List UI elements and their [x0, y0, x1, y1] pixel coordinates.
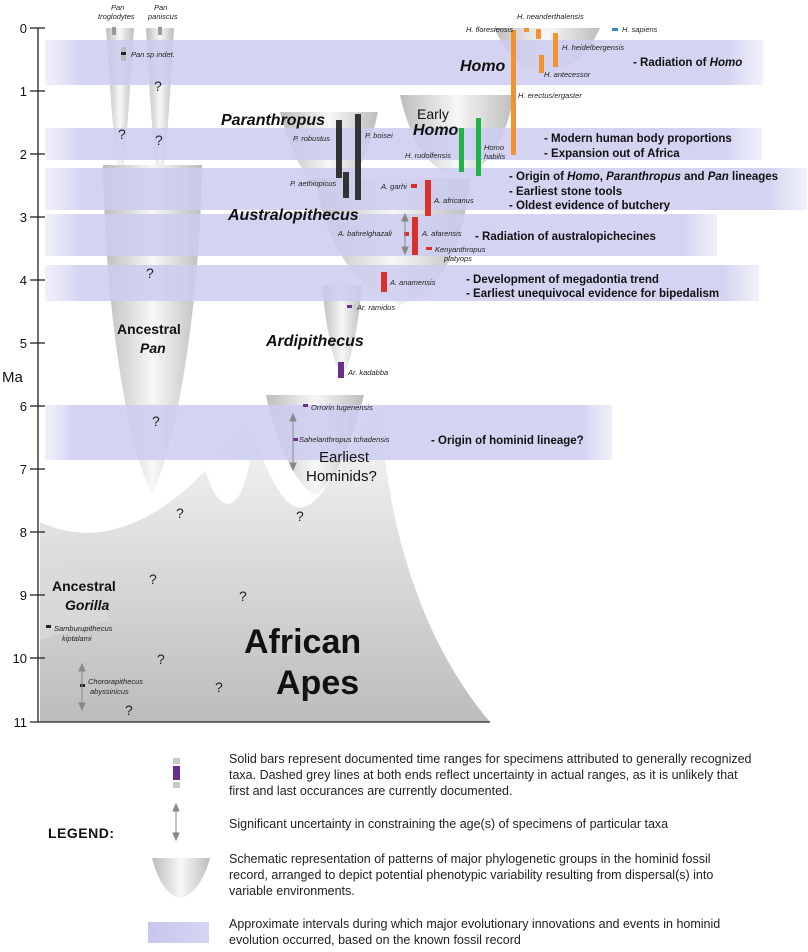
taxon-label-h-rudolfensis: H. rudolfensis	[405, 151, 451, 160]
taxon-label-p-boisei: P. boisei	[365, 131, 393, 140]
bar-h-neanderthalensis	[536, 29, 541, 39]
axis-tick-6: 6	[19, 399, 27, 414]
event-megadontia: - Development of megadontia trend	[466, 274, 659, 286]
legend-text-bars: Solid bars represent documented time ranges for specimens attributed to generally recognized taxa. Dashed grey lines at both ends reflect uncertainty in actual ranges, as it is unlikely that first and last occurances are currently documented.	[229, 752, 752, 798]
event-hominid-lineage: - Origin of hominid lineage?	[431, 435, 584, 447]
bar-pan-paniscus	[158, 27, 162, 35]
axis-tick-0: 0	[19, 21, 27, 36]
legend-symbol-band	[148, 922, 209, 943]
event-bipedalism: - Earliest unequivocal evidence for bipedalism	[466, 288, 720, 300]
group-label-gorilla: Gorilla	[65, 597, 110, 613]
bar-kenyanthropus	[426, 247, 432, 250]
event-stone-tools: - Earliest stone tools	[509, 186, 623, 198]
taxon-label-samburupithecus-2: kiptalami	[62, 634, 92, 643]
taxon-label-ar-kadabba: Ar. kadabba	[348, 368, 389, 377]
bar-h-floresiensis	[524, 28, 529, 32]
group-label-ardipithecus: Ardipithecus	[266, 333, 364, 350]
question-mark: ?	[152, 413, 160, 429]
taxon-label-chororapithecus-2: abyssinicus	[90, 687, 129, 696]
taxon-label-a-anamensis: A. anamensis	[390, 278, 436, 287]
question-mark: ?	[176, 505, 184, 521]
group-label-apes: Apes	[276, 664, 360, 702]
axis-tick-7: 7	[19, 462, 27, 477]
taxon-label-h-sapiens: H. sapiens	[622, 25, 658, 34]
axis-tick-11: 11	[13, 715, 27, 730]
group-label-hominids: Hominids?	[306, 468, 377, 485]
legend-text-arrows: Significant uncertainty in constraining the age(s) of specimens of particular taxa	[229, 817, 669, 831]
legend-title: LEGEND:	[48, 825, 115, 841]
bar-h-sapiens	[612, 28, 618, 31]
group-label-homo: Homo	[460, 58, 506, 75]
bar-a-anamensis	[381, 272, 387, 292]
taxon-label-pan-troglodytes-1: Pan	[111, 3, 125, 12]
bar-h-heidelbergensis	[553, 33, 558, 67]
taxon-label-h-heidelbergensis: H. heidelbergensis	[562, 43, 625, 52]
axis-label: Ma	[2, 369, 23, 386]
taxon-label-a-afarensis: A. afarensis	[422, 229, 462, 238]
question-mark: ?	[118, 126, 126, 142]
axis-tick-1: 1	[19, 84, 27, 99]
bar-a-africanus	[425, 180, 431, 216]
bar-pan-troglodytes	[112, 27, 116, 35]
group-label-paranthropus: Paranthropus	[221, 112, 326, 129]
event-origin-lineages: - Origin of Homo, Paranthropus and Pan lineages	[509, 171, 779, 183]
axis-tick-2: 2	[19, 147, 27, 162]
bar-h-rudolfensis	[459, 128, 464, 172]
question-mark: ?	[157, 651, 165, 667]
taxon-label-orrorin: Orrorin tugenensis	[311, 403, 373, 412]
taxon-label-pan-troglodytes-2: troglodytes	[98, 12, 135, 21]
taxon-label-h-neanderthalensis: H. neanderthalensis	[517, 12, 584, 21]
legend-symbol-bar	[173, 758, 180, 788]
question-mark: ?	[149, 571, 157, 587]
event-radiation-homo: - Radiation of Homo	[633, 57, 743, 69]
question-mark: ?	[154, 78, 162, 94]
event-butchery: - Oldest evidence of butchery	[509, 200, 671, 212]
taxon-label-pan-paniscus-1: Pan	[154, 3, 168, 12]
taxon-label-samburupithecus-1: Samburupithecus	[54, 624, 113, 633]
group-label-australopithecus: Australopithecus	[228, 207, 359, 224]
axis-tick-3: 3	[19, 210, 27, 225]
axis-tick-9: 9	[19, 588, 27, 603]
taxon-label-kenyanthropus-2: platyops	[444, 254, 472, 263]
bar-orrorin	[303, 404, 308, 407]
axis-tick-8: 8	[19, 525, 27, 540]
group-label-ancestral-gorilla: Ancestral	[52, 578, 116, 594]
taxon-label-a-africanus: A. africanus	[434, 196, 474, 205]
question-mark: ?	[155, 132, 163, 148]
event-modern-body: - Modern human body proportions	[544, 133, 732, 145]
bar-p-robustus	[336, 120, 342, 178]
legend-text-cone: Schematic representation of patterns of major phylogenetic groups in the hominid fossil record, arranged to depict potential phenotypic variability resulting from dispersal(s) into variable environments.	[229, 852, 714, 898]
taxon-label-h-antecessor: H. antecessor	[544, 70, 591, 79]
bar-a-afarensis	[412, 217, 418, 255]
taxon-label-h-erectus: H. erectus/ergaster	[518, 91, 582, 100]
taxon-label-kenyanthropus-1: Kenyanthropus	[435, 245, 486, 254]
taxon-label-ar-ramidus: Ar. ramidus	[357, 303, 396, 312]
taxon-label-a-garhi: A. garhi	[381, 182, 407, 191]
bar-h-erectus	[511, 30, 516, 155]
taxon-label-homo-habilis-2: habilis	[484, 152, 506, 161]
legend-symbol-arrow	[173, 804, 179, 840]
question-mark: ?	[239, 588, 247, 604]
taxon-label-pan-paniscus-2: paniscus	[148, 12, 178, 21]
taxon-label-p-robustus: P. robustus	[293, 134, 330, 143]
bar-homo-habilis	[476, 118, 481, 176]
taxon-label-homo-habilis-1: Homo	[484, 143, 505, 152]
bar-a-garhi	[411, 184, 417, 188]
question-mark: ?	[215, 679, 223, 695]
bar-p-aethiopicus	[343, 172, 349, 198]
taxon-label-h-floresiensis: H. floresiensis	[466, 25, 514, 34]
question-mark: ?	[125, 702, 133, 718]
event-out-of-africa: - Expansion out of Africa	[544, 148, 680, 160]
question-mark: ?	[146, 265, 154, 281]
bar-samburupithecus	[46, 625, 51, 628]
group-label-early: Early	[417, 106, 449, 122]
taxon-label-sahelanthropus: Sahelanthropus tchadensis	[299, 435, 390, 444]
axis-tick-10: 10	[12, 651, 27, 666]
legend-symbol-cone	[152, 858, 210, 898]
taxon-label-p-aethiopicus: P. aethiopicus	[290, 179, 337, 188]
axis-tick-5: 5	[19, 336, 27, 351]
group-label-ancestral-pan: Ancestral	[117, 321, 181, 337]
taxon-label-chororapithecus-1: Chororapithecus	[88, 677, 144, 686]
bar-ar-kadabba	[338, 362, 344, 378]
question-mark: ?	[296, 508, 304, 524]
legend-text-band: Approximate intervals during which major evolutionary innovations and events in hominid evolution occurred, based on the known fossil record	[229, 917, 721, 947]
axis-tick-4: 4	[19, 273, 27, 288]
group-label-pan: Pan	[140, 340, 166, 356]
event-radiation-austral: - Radiation of australopichecines	[475, 231, 656, 243]
bar-p-boisei	[355, 114, 361, 200]
bar-ar-ramidus	[347, 305, 352, 308]
group-label-earliest: Earliest	[319, 449, 370, 466]
bar-sahelanthropus	[293, 438, 298, 441]
taxon-label-a-bahrelghazali: A. bahrelghazali	[338, 229, 392, 238]
taxon-label-pan-sp: Pan sp indet.	[131, 50, 175, 59]
group-label-early-homo: Homo	[413, 122, 459, 139]
group-label-african: African	[244, 623, 362, 661]
